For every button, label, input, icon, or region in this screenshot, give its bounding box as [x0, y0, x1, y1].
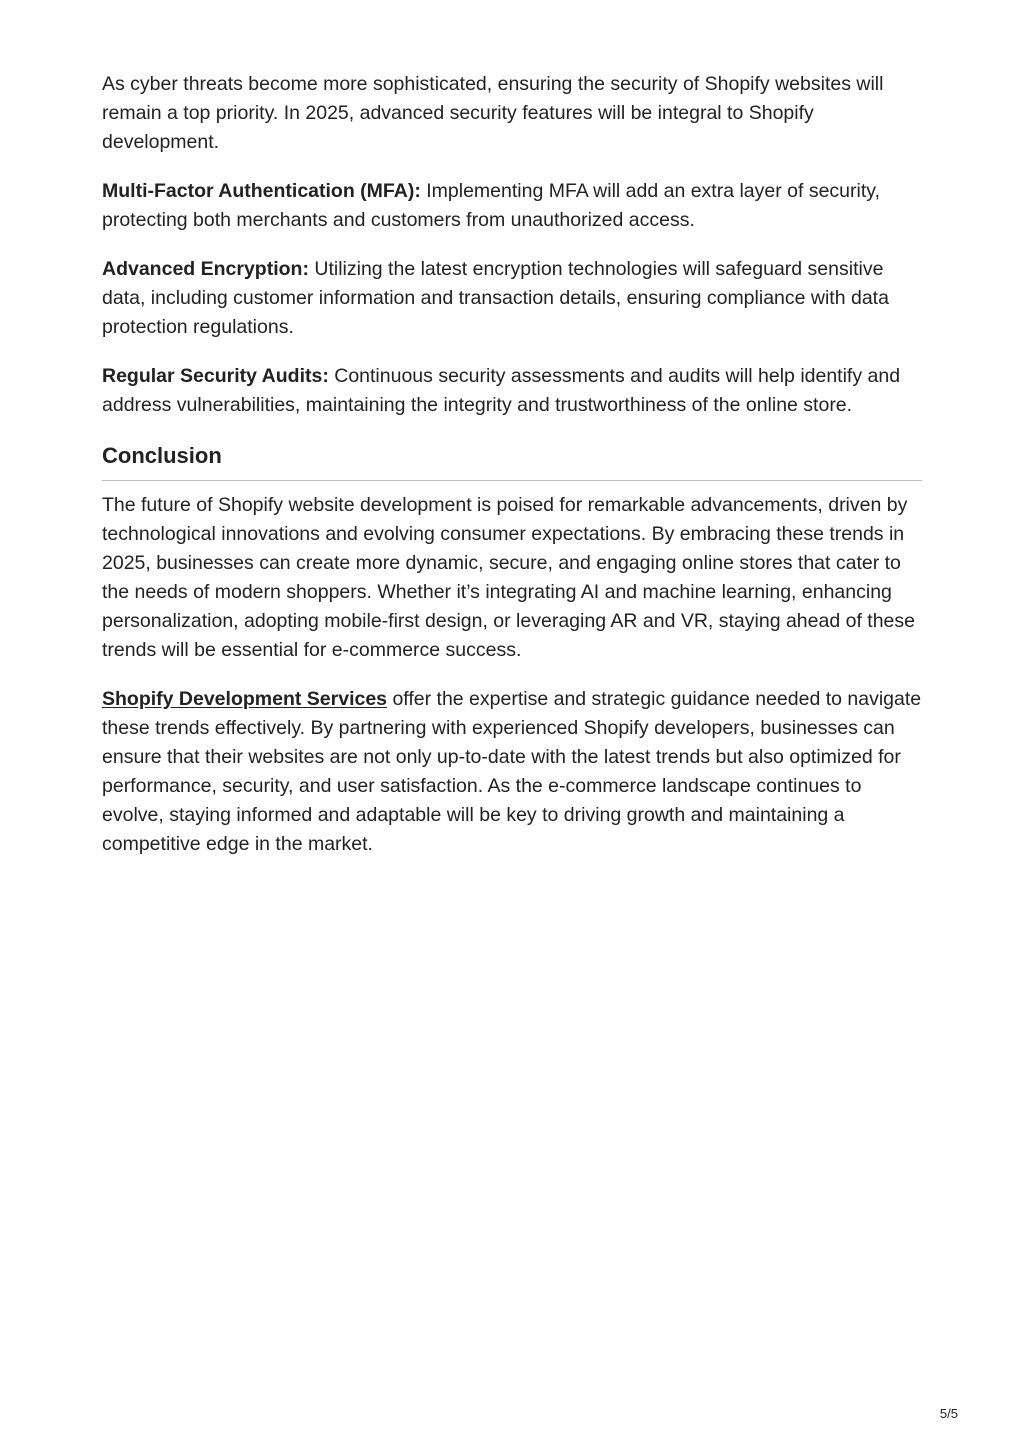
document-body: [102, 70, 922, 879]
heading-divider: [102, 480, 922, 481]
feature-title: Multi-Factor Authentication (MFA):: [102, 180, 421, 202]
conclusion-paragraph: The future of Shopify website development is poised for remarkable advancements, driven by technological innovations and evolving consumer expectations. By embracing these trends in 2025, businesses can create more dynamic, secure, and engaging online stores that cater to the needs of modern shoppers. Whether it’s integrating AI and machine learning, enhancing personalization, adopting mobile-first design, or leveraging AR and VR, staying ahead of these trends will be essential for e-commerce success.: [102, 494, 915, 661]
feature-text: Implementing MFA will add an extra layer of security, protecting both merchants and customers from unauthorized access.: [102, 180, 880, 231]
page-number: 5/5: [939, 1406, 958, 1421]
services-paragraph: [102, 685, 922, 859]
feature-text: Utilizing the latest encryption technologies will safeguard sensitive data, including customer information and transaction details, ensuring compliance with data protection regulations.: [102, 258, 889, 338]
conclusion-heading: Conclusion: [102, 443, 222, 468]
shopify-services-link[interactable]: Shopify Development Services: [102, 688, 388, 710]
feature-title: Regular Security Audits:: [102, 365, 329, 387]
feature-encryption: [102, 255, 922, 342]
intro-paragraph: As cyber threats become more sophisticated, ensuring the security of Shopify websites will remain a top priority. In 2025, advanced security features will be integral to Shopify development.: [102, 73, 884, 153]
feature-title: Advanced Encryption:: [102, 258, 309, 280]
feature-mfa: [102, 177, 922, 235]
services-text: offer the expertise and strategic guidance needed to navigate these trends effectively. By partnering with experienced Shopify developers, businesses can ensure that their websites are not only up-to-date with the latest trends but also optimized for performance, security, and user satisfaction. As the e-commerce landscape continues to evolve, staying informed and adaptable will be key to driving growth and maintaining a competitive edge in the market.: [102, 688, 922, 855]
feature-audits: [102, 362, 922, 420]
feature-text: Continuous security assessments and audits will help identify and address vulnerabilities, maintaining the integrity and trustworthiness of the online store.: [102, 365, 901, 416]
